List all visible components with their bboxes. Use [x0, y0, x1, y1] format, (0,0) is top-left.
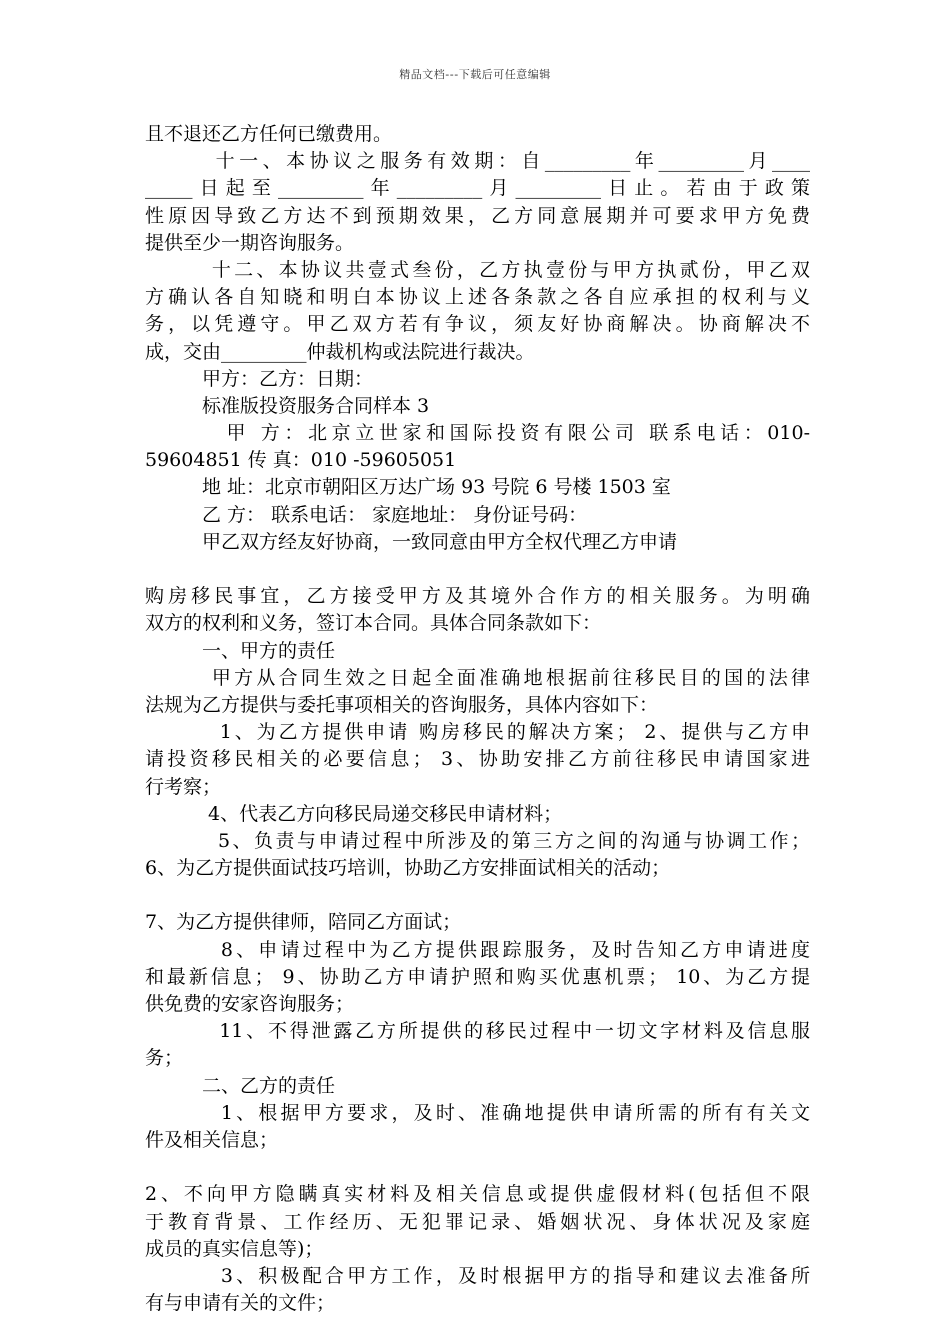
page-header: 精品文档---下载后可任意编辑 [399, 68, 551, 81]
document-body [145, 121, 810, 1317]
text-line: 二、乙方的责任 [145, 1074, 336, 1097]
text-line: 4、代表乙方向移民局递交移民申请材料； [145, 802, 563, 825]
text-line: 5、负责与申请过程中所涉及的第三方之间的沟通与协调工作； [145, 829, 810, 852]
paragraph-gap [145, 882, 810, 909]
text-line: 甲方：乙方：日期： [145, 367, 374, 390]
text-line: 11、不得泄露乙方所提供的移民过程中一切文字材料及信息服 [145, 1020, 810, 1043]
text-line: 十一、本协议之服务有效期：自_________年_________月____ [145, 150, 810, 173]
text-line: 和最新信息； 9、协助乙方申请护照和购买优惠机票； 10、为乙方提 [145, 965, 810, 988]
text-line: _____日起至_________年_________月_________日止。若由于政策 [145, 177, 810, 200]
text-line: 7、为乙方提供律师，陪同乙方面试； [145, 911, 462, 934]
text-line: 请投资移民相关的必要信息； 3、协助安排乙方前往移民申请国家进 [145, 748, 810, 771]
text-line: 务； [145, 1047, 184, 1070]
text-line: 双方的权利和义务，签订本合同。具体合同条款如下： [145, 612, 602, 635]
text-line: 甲 方：北京立世家和国际投资有限公司 联系电话：010- [145, 422, 810, 445]
text-line: 件及相关信息； [145, 1128, 279, 1151]
text-line: 地 址：北京市朝阳区万达广场 93 号院 6 号楼 1503 室 [145, 476, 671, 499]
text-line: 法规为乙方提供与委托事项相关的咨询服务，具体内容如下： [145, 693, 659, 716]
text-line: 有与申请有关的文件； [145, 1292, 336, 1315]
text-line: 标准版投资服务合同样本 3 [145, 394, 430, 417]
text-line: 提供至少一期咨询服务。 [145, 231, 355, 254]
text-line: 8、申请过程中为乙方提供跟踪服务，及时告知乙方申请进度 [145, 938, 810, 961]
text-line: 且不退还乙方任何已缴费用。 [145, 123, 393, 145]
text-line: 2、不向甲方隐瞒真实材料及相关信息或提供虚假材料(包括但不限 [145, 1183, 810, 1206]
text-line: 甲乙双方经友好协商，一致同意由甲方全权代理乙方申请 [145, 530, 678, 553]
text-line: 方确认各自知晓和明白本协议上述各条款之各自应承担的权利与义 [145, 286, 810, 309]
text-line: 十二、本协议共壹式叁份，乙方执壹份与甲方执贰份，甲乙双 [145, 258, 810, 281]
text-line: 行考察； [145, 775, 222, 798]
text-line: 3、积极配合甲方工作，及时根据甲方的指导和建议去准备所 [145, 1264, 810, 1287]
paragraph-gap [145, 1154, 810, 1181]
text-line: 成，交由_________仲裁机构或法院进行裁决。 [145, 340, 535, 363]
text-line: 6、为乙方提供面试技巧培训，协助乙方安排面试相关的活动； [145, 857, 671, 880]
text-line: 性原因导致乙方达不到预期效果，乙方同意展期并可要求甲方免费 [145, 204, 810, 227]
text-line: 1、根据甲方要求，及时、准确地提供申请所需的所有有关文 [145, 1101, 810, 1124]
text-line: 于教育背景、工作经历、无犯罪记录、婚姻状况、身体状况及家庭 [145, 1210, 810, 1233]
paragraph-gap [145, 556, 810, 583]
text-line: 59604851 传 真：010 -59605051 [145, 449, 457, 472]
text-line: 务，以凭遵守。甲乙双方若有争议，须友好协商解决。协商解决不 [145, 313, 810, 336]
text-line: 成员的真实信息等)； [145, 1237, 324, 1260]
text-line: 甲方从合同生效之日起全面准确地根据前往移民目的国的法律 [145, 666, 810, 689]
text-line: 1、为乙方提供申请 购房移民的解决方案； 2、提供与乙方申 [145, 721, 810, 744]
text-line: 一、甲方的责任 [145, 639, 336, 662]
text-line: 供免费的安家咨询服务； [145, 993, 355, 1015]
text-line: 乙 方： 联系电话： 家庭地址： 身份证号码： [145, 503, 588, 526]
text-line: 购房移民事宜，乙方接受甲方及其境外合作方的相关服务。为明确 [145, 585, 810, 608]
